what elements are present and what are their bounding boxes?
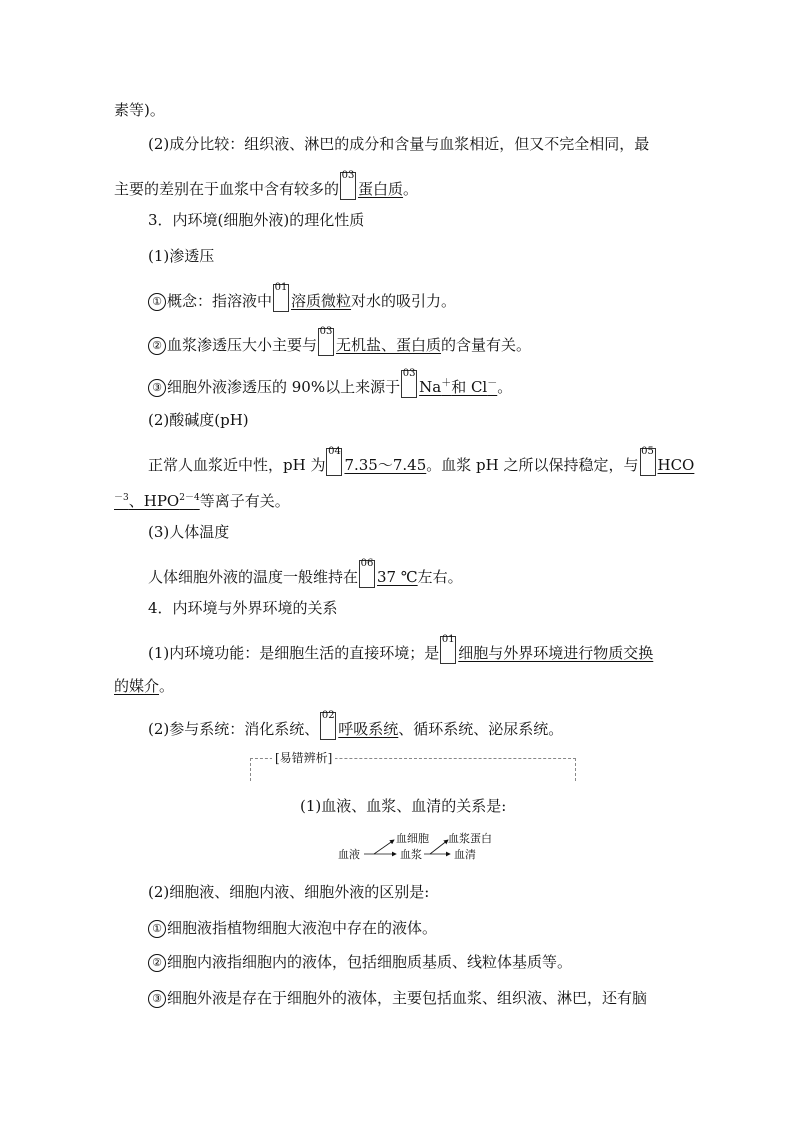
answer-number-box: 01 bbox=[273, 284, 289, 312]
text: 。 bbox=[403, 180, 419, 198]
text: (2)参与系统：消化系统、 bbox=[148, 720, 320, 738]
subsection-heading: (2)酸碱度(pH) bbox=[148, 411, 249, 429]
text-line bbox=[114, 676, 174, 696]
text-line bbox=[148, 952, 572, 972]
arrow bbox=[430, 840, 448, 854]
text: 人体细胞外液的温度一般维持在 bbox=[148, 568, 359, 586]
answer-text: $^{-3}$、$HPO^{2-4}$ bbox=[114, 492, 200, 510]
diagram-label-plasma: 血浆 bbox=[400, 848, 422, 861]
tip-text: (2)细胞液、细胞内液、细胞外液的区别是: bbox=[148, 883, 430, 901]
answer-text: 无机盐、蛋白质 bbox=[336, 336, 442, 354]
diagram-label-plasma-protein: 血浆蛋白 bbox=[448, 832, 492, 845]
answer-number-box: 04 bbox=[326, 448, 342, 476]
answer-text: 37 ℃ bbox=[377, 568, 418, 586]
text: 细胞外液是存在于细胞外的液体，主要包括血浆、组织液、淋巴，还有脑 bbox=[167, 989, 648, 1007]
answer-number-box: 03 bbox=[401, 370, 417, 398]
answer-number-box: 02 bbox=[320, 712, 336, 740]
text: 左右。 bbox=[417, 568, 463, 586]
text-line bbox=[148, 370, 512, 398]
tip-text: (1)血液、血浆、血清的关系是: bbox=[300, 797, 507, 815]
subsection-heading: (1)渗透压 bbox=[148, 247, 215, 265]
text: 、循环系统、泌尿系统。 bbox=[398, 720, 564, 738]
text-line: 素等)。 bbox=[114, 101, 165, 119]
subsection-heading: (3)人体温度 bbox=[148, 523, 230, 541]
text-line bbox=[148, 448, 694, 476]
text: 主要的差别在于血浆中含有较多的 bbox=[114, 180, 340, 198]
text-line bbox=[148, 636, 653, 664]
tip-label: [易错辨析] bbox=[272, 750, 335, 766]
answer-text: 7.35～7.45 bbox=[344, 456, 427, 474]
text: 概念：指溶液中 bbox=[167, 292, 273, 310]
text-line bbox=[148, 328, 531, 356]
text: (1)内环境功能：是细胞生活的直接环境；是 bbox=[148, 644, 440, 662]
circled-number: ① bbox=[148, 920, 166, 938]
answer-number-box: 06 bbox=[359, 560, 375, 588]
section-heading: 4．内环境与外界环境的关系 bbox=[148, 599, 338, 617]
text: 。血浆 pH 之所以保持稳定，与 bbox=[426, 456, 639, 474]
answer-text: 蛋白质 bbox=[358, 180, 404, 198]
answer-text: Na＋和 Cl－ bbox=[419, 378, 498, 396]
circled-number: ③ bbox=[148, 379, 166, 397]
text: 正常人血浆近中性，pH 为 bbox=[148, 456, 326, 474]
text: 的含量有关。 bbox=[441, 336, 532, 354]
text: 。 bbox=[159, 677, 175, 695]
text-line bbox=[114, 172, 418, 200]
answer-text: 溶质微粒 bbox=[291, 292, 352, 310]
text-line bbox=[148, 284, 456, 312]
text-line: (2)成分比较：组织液、淋巴的成分和含量与血浆相近，但又不完全相同，最 bbox=[148, 135, 650, 153]
text: 细胞内液指细胞内的液体，包括细胞质基质、线粒体基质等。 bbox=[167, 953, 573, 971]
text: 。 bbox=[497, 378, 513, 396]
diagram-label-blood: 血液 bbox=[338, 848, 360, 861]
circled-number: ① bbox=[148, 293, 166, 311]
text: 细胞液指植物细胞大液泡中存在的液体。 bbox=[167, 919, 438, 937]
text: 血浆渗透压大小主要与 bbox=[167, 336, 318, 354]
answer-number-box: 05 bbox=[640, 448, 656, 476]
section-heading: 3．内环境(细胞外液)的理化性质 bbox=[148, 211, 365, 229]
answer-text: 的媒介 bbox=[114, 677, 160, 695]
arrow bbox=[374, 840, 394, 854]
answer-number-box: 03 bbox=[318, 328, 334, 356]
text: 对水的吸引力。 bbox=[351, 292, 457, 310]
answer-text: 呼吸系统 bbox=[338, 720, 399, 738]
text-line bbox=[114, 488, 290, 511]
text-line bbox=[148, 712, 563, 740]
diagram-label-blood-cells: 血细胞 bbox=[396, 832, 429, 845]
diagram-label-serum: 血清 bbox=[454, 848, 476, 861]
circled-number: ② bbox=[148, 954, 166, 972]
circled-number: ② bbox=[148, 337, 166, 355]
circled-number: ③ bbox=[148, 990, 166, 1008]
answer-text: HCO bbox=[657, 456, 695, 474]
blood-composition-diagram bbox=[330, 828, 500, 866]
answer-number-box: 01 bbox=[440, 636, 456, 664]
answer-text: 细胞与外界环境进行物质交换 bbox=[458, 644, 654, 662]
text-line bbox=[148, 560, 463, 588]
text: 等离子有关。 bbox=[199, 492, 290, 510]
text-line bbox=[148, 988, 647, 1008]
text-line bbox=[148, 918, 437, 938]
answer-number-box: 03 bbox=[340, 172, 356, 200]
text: 细胞外液渗透压的 90%以上来源于 bbox=[167, 378, 401, 396]
